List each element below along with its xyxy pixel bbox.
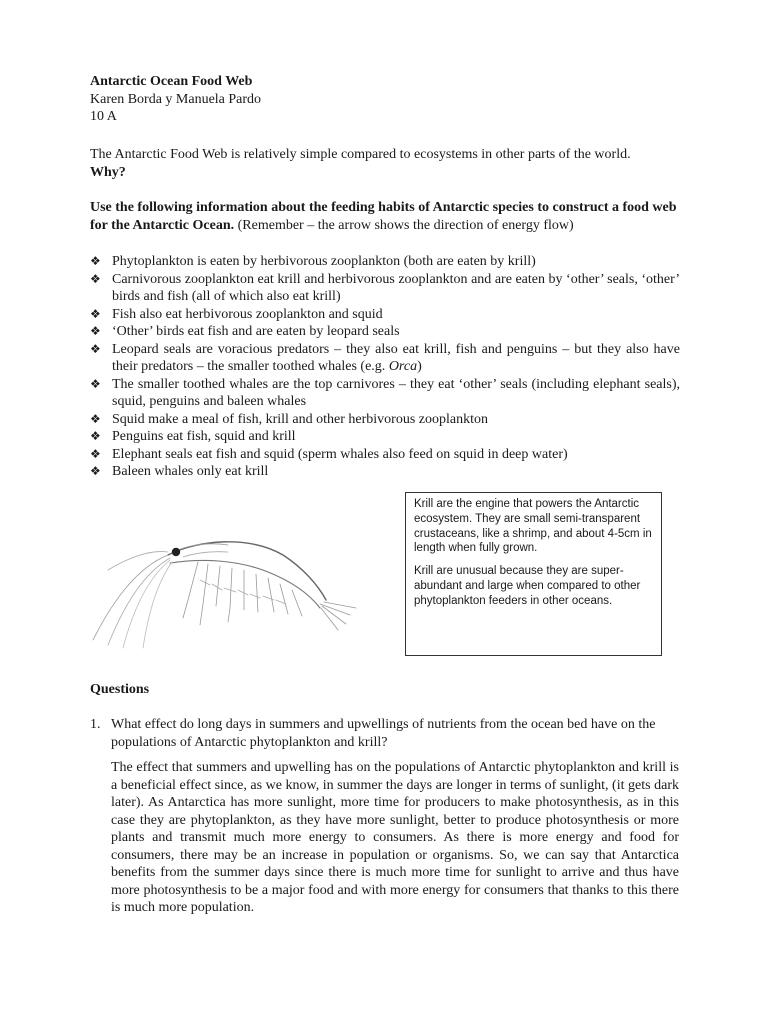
- fact-item: [90, 376, 680, 411]
- authors: Karen Borda y Manuela Pardo: [90, 91, 262, 107]
- fact-item: [90, 341, 680, 376]
- question-1-number: 1.: [90, 717, 101, 732]
- fact-text: The smaller toothed whales are the top carnivores – they eat ‘other’ seals (including elephant seals), squid, penguins and baleen whales: [112, 376, 680, 409]
- fact-text: Squid make a meal of fish, krill and other herbivorous zooplankton: [112, 411, 488, 427]
- fact-item: [90, 428, 680, 446]
- instructions-note: (Remember – the arrow shows the direction of energy flow): [237, 217, 574, 233]
- instructions-paragraph: [90, 199, 678, 234]
- infobox-paragraph-1: Krill are the engine that powers the Antarctic ecosystem. They are small semi-transparent crustaceans, like a shrimp, and about 4-5cm in length when fully grown.: [414, 498, 652, 555]
- fact-text: Elephant seals eat fish and squid (sperm whales also feed on squid in deep water): [112, 446, 568, 462]
- feeding-facts-list: [90, 253, 680, 481]
- fact-item: [90, 446, 680, 464]
- bullet-diamond-icon: ❖: [90, 464, 101, 478]
- fact-item: [90, 323, 680, 341]
- infobox-paragraph-2: Krill are unusual because they are super-abundant and large when compared to other phytoplankton feeders in other oceans.: [414, 565, 641, 607]
- fact-text: Phytoplankton is eaten by herbivorous zooplankton (both are eaten by krill): [112, 254, 536, 269]
- bullet-diamond-icon: ❖: [90, 376, 101, 391]
- question-1-answer: The effect that summers and upwelling has on the populations of Antarctic phytoplankton and krill is a beneficial effect since, as we know, in summer the days are longer in terms of sunlight, (it gets dark later). As Antarctica has more sunlight, more time for producers to make photosynthesis, as in this case they are phytoplankton, as they have more sunlight, better to produce photosynthesis or more plants and transmit much more energy to consumers. As there is more energy and food for consumers, there may be an increase in population or organisms. So, we can say that Antarctica benefits from the summer days since there is much more time for sunlight to arrive and thus have more photosynthesis to be a major food and with more energy for consumers that thanks to this there is much more population.: [111, 760, 679, 915]
- instructions-bold: Use the following information about the feeding habits of Antarctic species to construct a food web for the Antarctic Ocean.: [90, 200, 677, 233]
- bullet-diamond-icon: ❖: [90, 446, 101, 461]
- fact-item: [90, 411, 680, 429]
- fact-item: [90, 463, 680, 481]
- krill-eye: [172, 548, 180, 556]
- fact-text: Carnivorous zooplankton eat krill and herbivorous zooplankton and are eaten by ‘other’ seals, ‘other’ birds and fish (all of which also eat krill): [112, 271, 680, 304]
- document-title: Antarctic Ocean Food Web: [90, 74, 253, 89]
- document-header: [90, 73, 678, 126]
- krill-drawing-icon: [88, 500, 363, 650]
- fact-item: [90, 253, 680, 271]
- fact-text: Leopard seals are voracious predators – they also eat krill, fish and penguins – but they also have their predators – the smaller toothed whales (e.g.: [112, 341, 680, 374]
- question-1: [90, 716, 680, 751]
- fact-italic: Orca: [388, 359, 418, 374]
- fact-item: [90, 271, 680, 306]
- bullet-diamond-icon: ❖: [90, 429, 101, 443]
- fact-text: Baleen whales only eat krill: [112, 464, 269, 479]
- fact-text: Penguins eat fish, squid and krill: [112, 429, 296, 444]
- fact-text: ‘Other’ birds eat fish and are eaten by leopard seals: [112, 324, 400, 339]
- bullet-diamond-icon: ❖: [90, 411, 101, 426]
- fact-text: Fish also eat herbivorous zooplankton and squid: [112, 306, 383, 322]
- krill-info-box: [405, 492, 662, 656]
- fact-text-after: ): [417, 359, 422, 374]
- intro-paragraph: [90, 146, 678, 181]
- question-1-text: What effect do long days in summers and upwellings of nutrients from the ocean bed have on the populations of Antarctic phytoplankton and krill?: [111, 717, 656, 750]
- bullet-diamond-icon: ❖: [90, 324, 101, 338]
- bullet-diamond-icon: ❖: [90, 271, 101, 286]
- grade: 10 A: [90, 109, 117, 124]
- bullet-diamond-icon: ❖: [90, 341, 101, 356]
- bullet-diamond-icon: ❖: [90, 254, 101, 268]
- fact-item: [90, 306, 680, 324]
- questions-heading: Questions: [90, 682, 150, 697]
- intro-why: Why?: [90, 164, 126, 180]
- bullet-diamond-icon: ❖: [90, 306, 101, 321]
- intro-text: The Antarctic Food Web is relatively simple compared to ecosystems in other parts of the world.: [90, 147, 631, 162]
